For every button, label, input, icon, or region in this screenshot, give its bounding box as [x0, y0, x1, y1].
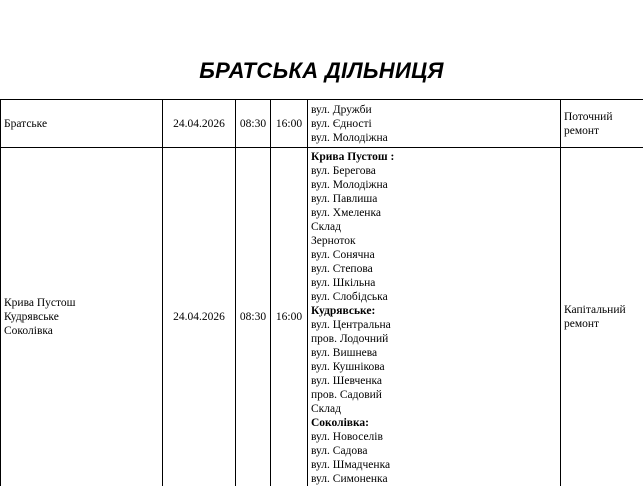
work-type-cell: [561, 100, 643, 148]
work-type-line: Капітальний: [564, 304, 626, 316]
settlement-heading: Кудрявське:: [311, 305, 376, 317]
start-time-cell: 08:30: [236, 148, 271, 487]
work-type-line: Поточний: [564, 110, 613, 123]
date-cell: 24.04.2026: [163, 100, 236, 148]
street-item: вул. Вишнева: [311, 347, 378, 359]
street-item: вул. Єдності: [311, 118, 372, 130]
location-name: Кудрявське: [4, 311, 59, 323]
street-item: вул. Симоненка: [311, 473, 388, 485]
location-name: Братське: [4, 117, 48, 130]
street-item: вул. Садова: [311, 445, 368, 457]
street-item: вул. Степова: [311, 263, 373, 275]
settlement-heading: Соколівка:: [311, 417, 370, 429]
page-title: БРАТСЬКА ДІЛЬНИЦЯ: [199, 58, 444, 83]
street-item: вул. Шкільна: [311, 277, 376, 289]
table-row: [1, 148, 643, 487]
street-item: вул. Берегова: [311, 165, 376, 177]
streets-cell: [308, 148, 561, 487]
street-item: вул. Слобідська: [311, 291, 388, 303]
street-item: пров. Лодочний: [311, 333, 389, 345]
start-time-cell: 08:30: [236, 100, 271, 148]
street-item: вул. Дружби: [311, 104, 372, 116]
street-item: вул. Сонячна: [311, 249, 375, 261]
end-time-cell: 16:00: [271, 148, 308, 487]
schedule-body: [1, 100, 643, 487]
locations-cell: [1, 100, 163, 148]
work-type-line: ремонт: [564, 124, 600, 137]
end-time-cell: 16:00: [271, 100, 308, 148]
table-row: [1, 100, 643, 148]
date-cell: 24.04.2026: [163, 148, 236, 487]
street-item: вул. Шмадченка: [311, 459, 391, 471]
street-item: вул. Шевченка: [311, 375, 383, 387]
street-item: Склад: [311, 403, 341, 415]
street-item: пров. Садовий: [311, 389, 382, 401]
street-item: Склад: [311, 221, 341, 233]
location-name: Соколівка: [4, 325, 53, 337]
streets-cell: [308, 100, 561, 148]
location-name: Крива Пустош: [4, 297, 76, 309]
street-item: вул. Павлиша: [311, 193, 378, 205]
settlement-heading: Крива Пустош :: [311, 151, 395, 163]
street-item: вул. Кушнікова: [311, 361, 385, 373]
street-item: вул. Центральна: [311, 319, 391, 331]
street-item: вул. Новоселів: [311, 431, 383, 443]
street-item: вул. Молодіжна: [311, 132, 388, 144]
street-item: вул. Хмеленка: [311, 207, 381, 219]
street-item: вул. Молодіжна: [311, 179, 388, 191]
street-item: Зерноток: [311, 235, 356, 247]
schedule-table: [0, 99, 643, 486]
work-type-line: ремонт: [564, 318, 600, 330]
locations-cell: [1, 148, 163, 487]
work-type-cell: [561, 148, 643, 487]
